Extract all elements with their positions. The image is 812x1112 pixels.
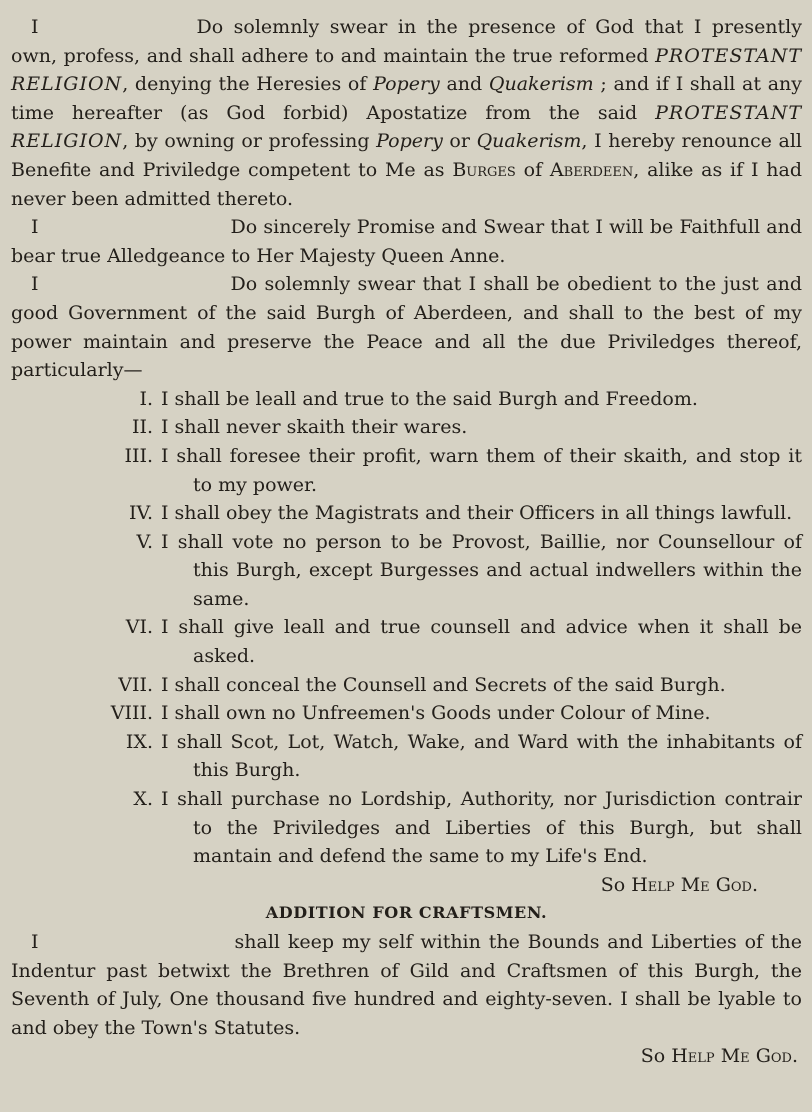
oath-initial: I [31, 16, 39, 38]
clause-numeral: VI. [125, 616, 153, 639]
clause-text: I shall vote no person to be Provost, Baillie, nor Counsellour of this Burgh, except Burgesses and actual indwellers within the same. [161, 530, 802, 610]
oath-clause [11, 671, 802, 700]
protestant-religion-emphasis: PROTESTANT RELIGION [11, 101, 802, 153]
addition-for-craftsmen-heading: ADDITION FOR CRAFTSMEN. [265, 903, 548, 923]
so-help-me-god-line [11, 1042, 802, 1071]
name-blank-line [39, 231, 231, 233]
text-run: ; and if I shall at any time hereafter (as God forbid) Apostatize from the said [11, 73, 802, 124]
clause-numeral: IV. [129, 502, 153, 525]
clause-text: I shall purchase no Lordship, Authority, nor Jurisdiction contrair to the Priviledges and Liberties of this Burgh, but shall mantain and defend the same to my Life's End. [161, 788, 802, 868]
oath-initial: I [31, 216, 39, 239]
text-run: Do solemnly swear in the presence of God that I presently own, profess, and shall adhere to and maintain the true reformed [11, 16, 802, 67]
paragraph-craftsmen-addition [11, 928, 802, 1042]
clause-text: I shall be leall and true to the said Burgh and Freedom. [161, 387, 698, 410]
help-me-god-smallcaps: Help Me God. [671, 1045, 798, 1068]
oath-clause [11, 528, 802, 614]
clause-numeral: IX. [125, 730, 153, 753]
text-run: or [442, 130, 477, 153]
aberdeen-smallcaps: Aberdeen [549, 158, 634, 181]
oath-clause [11, 785, 802, 871]
text-run: So [640, 1045, 672, 1068]
text-run: , alike as if I had never been admitted thereto. [11, 158, 802, 210]
paragraph-allegiance-oath [11, 213, 802, 270]
text-run: , denying the Heresies of [122, 73, 374, 96]
clause-text: I shall conceal the Counsell and Secrets of the said Burgh. [161, 673, 726, 696]
paragraph-obedience-oath [11, 270, 802, 384]
oath-clause [11, 499, 802, 528]
clause-text: I shall never skaith their wares. [161, 416, 468, 439]
oath-clause [11, 728, 802, 785]
clause-numeral: VIII. [110, 702, 153, 725]
name-blank-line [39, 31, 197, 33]
text-run: Do solemnly swear that I shall be obedient to the just and good Government of the said Burgh of Aberdeen, and shall to the best of my power maintain and preserve the Peace and all the due Priviledges thereof, particularly— [11, 273, 802, 382]
clause-text: I shall obey the Magistrats and their Officers in all things lawfull. [161, 502, 793, 525]
paragraph-protestant-oath [11, 13, 802, 213]
oath-initial: I [31, 931, 39, 953]
protestant-religion-emphasis: PROTESTANT RELIGION [11, 44, 802, 96]
clause-numeral: III. [124, 444, 153, 467]
text-run: and [439, 73, 489, 96]
oath-clause [11, 442, 802, 499]
so-help-me-god-line [11, 871, 802, 900]
clause-text: I shall Scot, Lot, Watch, Wake, and Ward with the inhabitants of this Burgh. [161, 730, 802, 782]
clause-numeral: II. [131, 416, 153, 439]
burges-smallcaps: Burges [452, 158, 516, 181]
text-run: Do sincerely Promise and Swear that I will be Faithfull and bear true Alledgeance to Her Majesty Queen Anne. [11, 216, 802, 267]
name-blank-line [39, 288, 231, 290]
clause-numeral: VII. [118, 673, 153, 696]
clause-numeral: X. [133, 788, 153, 811]
oath-clause [11, 699, 802, 728]
clause-text: I shall give leall and true counsell and advice when it shall be asked. [161, 616, 802, 668]
text-run: of [515, 158, 550, 181]
help-me-god-smallcaps: Help Me God. [631, 873, 758, 896]
quakerism-italic: Quakerism [488, 73, 594, 96]
oath-initial: I [31, 273, 39, 296]
clause-numeral: V. [136, 530, 153, 553]
oath-clause [11, 385, 802, 414]
popery-italic: Popery [373, 73, 440, 96]
oath-clause [11, 613, 802, 670]
clause-text: I shall foresee their profit, warn them of their skaith, and stop it to my power. [161, 444, 802, 496]
text-run: , by owning or professing [122, 130, 377, 153]
quakerism-italic: Quakerism [476, 130, 582, 153]
oath-clause [11, 413, 802, 442]
text-run: shall keep my self within the Bounds and Liberties of the Indentur past betwixt the Brethren of Gild and Craftsmen of this Burgh, the Seventh of July, One thousand five hundred and eighty-seven. I shall be lyable to and obey the Town's Statutes. [11, 931, 802, 1039]
oath-clauses-list [11, 385, 802, 871]
clause-text: I shall own no Unfreemen's Goods under Colour of Mine. [161, 702, 711, 725]
clause-numeral: I. [139, 387, 153, 410]
name-blank-line [39, 946, 235, 948]
popery-italic: Popery [376, 130, 443, 153]
text-run: , I hereby renounce all Benefite and Priviledge competent to Me as [11, 130, 803, 181]
text-run: So [600, 873, 632, 896]
